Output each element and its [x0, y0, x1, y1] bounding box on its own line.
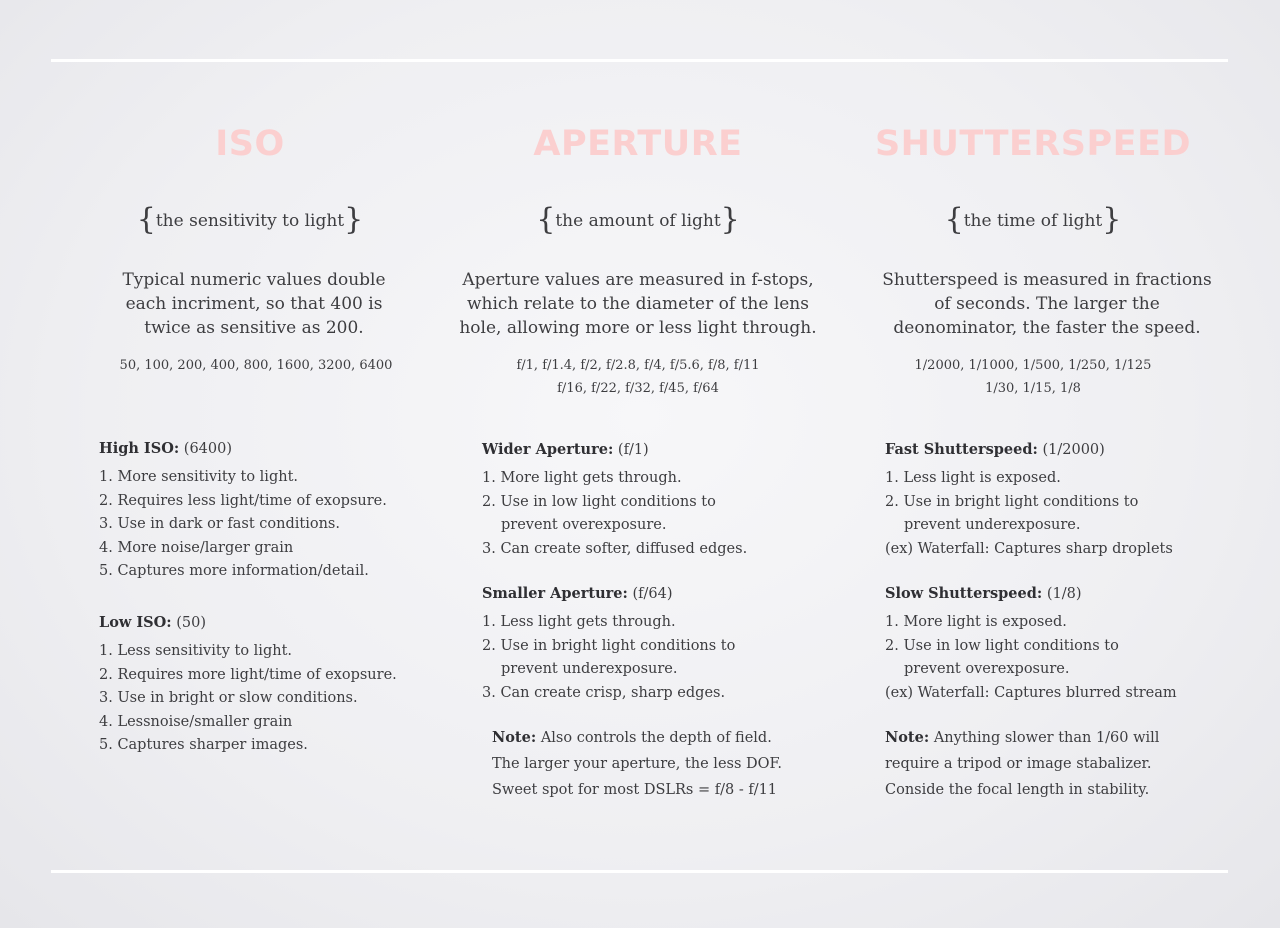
shutterspeed-values-line-2: 1/30, 1/15, 1/8 — [985, 381, 1081, 396]
iso-title: ISO — [215, 124, 285, 164]
list-item-continuation: prevent underexposure. — [904, 517, 1081, 533]
wider-aperture-value: (f/1) — [617, 442, 649, 458]
note-line — [885, 725, 1159, 751]
list-item — [885, 491, 1198, 538]
aperture-description: Aperture values are measured in f-stops, which relate to the diameter of the lens hole, allowing more or less light through. — [459, 270, 817, 338]
wider-aperture-heading — [482, 437, 818, 463]
note-line: Sweet spot for most DSLRs = f/8 - f/11 — [492, 782, 778, 798]
shutterspeed-values-line-1: 1/2000, 1/1000, 1/500, 1/250, 1/125 — [914, 358, 1152, 373]
low-iso-label: Low ISO: — [99, 614, 172, 631]
slow-shutterspeed-label: Slow Shutterspeed: — [885, 585, 1043, 602]
list-item-text: 2. Use in low light conditions to — [482, 493, 716, 510]
high-iso-section — [99, 436, 410, 584]
iso-column — [90, 0, 410, 928]
high-iso-heading — [99, 436, 410, 462]
list-item: 2. Requires less light/time of exopsure. — [99, 492, 387, 509]
smaller-aperture-section — [482, 581, 818, 705]
list-item-continuation: prevent underexposure. — [501, 661, 678, 677]
fast-shutterspeed-heading — [885, 437, 1198, 463]
list-item: 1. Less sensitivity to light. — [99, 643, 293, 659]
smaller-aperture-value: (f/64) — [632, 586, 673, 602]
slow-shutterspeed-value: (1/8) — [1046, 586, 1082, 602]
list-item: 5. Captures more information/detail. — [99, 563, 369, 579]
slow-shutterspeed-heading — [885, 581, 1198, 607]
low-iso-value: (50) — [176, 615, 207, 631]
open-brace: { — [536, 202, 556, 237]
low-iso-section — [99, 610, 410, 758]
note-line: Conside the focal length in stability. — [885, 782, 1150, 798]
aperture-values-line-1: f/1, f/1.4, f/2, f/2.8, f/4, f/5.6, f/8, f/11 — [516, 358, 760, 373]
note-line: The larger your aperture, the less DOF. — [492, 756, 782, 772]
list-item: 3. Use in dark or fast conditions. — [99, 516, 340, 532]
close-brace: } — [1102, 202, 1122, 237]
list-item: 3. Use in bright or slow conditions. — [99, 690, 358, 706]
iso-tagline — [90, 202, 410, 239]
iso-tagline-text: the sensitivity to light — [155, 211, 345, 231]
aperture-values — [458, 354, 818, 400]
note-text: Anything slower than 1/60 will — [933, 730, 1160, 746]
note-line: require a tripod or image stabalizer. — [885, 756, 1152, 772]
low-iso-heading — [99, 610, 410, 636]
aperture-note — [492, 725, 782, 803]
list-item: 4. More noise/larger grain — [99, 539, 294, 556]
list-item: 1. More light gets through. — [482, 470, 682, 486]
low-iso-list — [99, 640, 410, 758]
aperture-column — [458, 0, 818, 928]
list-item: 4. Lessnoise/smaller grain — [99, 713, 293, 730]
list-item-continuation: prevent overexposure. — [501, 517, 667, 533]
shutterspeed-title: SHUTTERSPEED — [874, 124, 1192, 164]
list-item: 1. Less light gets through. — [482, 614, 676, 630]
shutterspeed-tagline — [868, 202, 1198, 239]
aperture-title: APERTURE — [533, 124, 743, 164]
wider-aperture-list — [482, 467, 818, 561]
slow-shutterspeed-section — [885, 581, 1198, 705]
list-item — [885, 635, 1198, 682]
list-item: (ex) Waterfall: Captures blurred stream — [885, 684, 1177, 701]
iso-values — [102, 354, 410, 377]
fast-shutterspeed-list — [885, 467, 1198, 561]
slow-shutterspeed-list — [885, 611, 1198, 705]
close-brace: } — [720, 202, 740, 237]
high-iso-list — [99, 466, 410, 584]
list-item-text: 2. Use in bright light conditions to — [885, 493, 1139, 510]
shutterspeed-note — [885, 725, 1159, 803]
open-brace: { — [944, 202, 964, 237]
note-text: Also controls the depth of field. — [540, 730, 772, 746]
close-brace: } — [344, 202, 364, 237]
aperture-tagline — [458, 202, 818, 239]
note-label: Note: — [492, 729, 537, 746]
list-item — [482, 491, 818, 538]
shutterspeed-description: Shutterspeed is measured in fractions of seconds. The larger the deonominator, the faster the speed. — [882, 270, 1212, 338]
high-iso-value: (6400) — [183, 441, 233, 457]
list-item: 2. Requires more light/time of exopsure. — [99, 666, 397, 683]
list-item: 3. Can create crisp, sharp edges. — [482, 684, 726, 701]
fast-shutterspeed-value: (1/2000) — [1042, 442, 1105, 458]
iso-description: Typical numeric values double each incriment, so that 400 is twice as sensitive as 200. — [122, 270, 386, 338]
note-line — [492, 725, 782, 751]
fast-shutterspeed-section — [885, 437, 1198, 561]
list-item — [482, 635, 818, 682]
open-brace: { — [136, 202, 156, 237]
list-item: (ex) Waterfall: Captures sharp droplets — [885, 540, 1173, 557]
shutterspeed-values — [868, 354, 1198, 400]
high-iso-label: High ISO: — [99, 440, 180, 457]
wider-aperture-label: Wider Aperture: — [482, 441, 614, 458]
shutterspeed-column — [868, 0, 1212, 928]
aperture-values-line-2: f/16, f/22, f/32, f/45, f/64 — [557, 381, 719, 396]
smaller-aperture-list — [482, 611, 818, 705]
list-item: 3. Can create softer, diffused edges. — [482, 540, 748, 557]
aperture-tagline-text: the amount of light — [555, 211, 721, 231]
list-item-text: 2. Use in bright light conditions to — [482, 637, 736, 654]
list-item: 1. Less light is exposed. — [885, 470, 1061, 486]
smaller-aperture-label: Smaller Aperture: — [482, 585, 628, 602]
iso-values-line: 50, 100, 200, 400, 800, 1600, 3200, 6400 — [119, 358, 393, 373]
list-item: 1. More sensitivity to light. — [99, 469, 298, 485]
list-item-continuation: prevent overexposure. — [904, 661, 1070, 677]
list-item-text: 2. Use in low light conditions to — [885, 637, 1119, 654]
shutterspeed-tagline-text: the time of light — [963, 211, 1103, 231]
fast-shutterspeed-label: Fast Shutterspeed: — [885, 441, 1038, 458]
wider-aperture-section — [482, 437, 818, 561]
note-label: Note: — [885, 729, 930, 746]
list-item: 1. More light is exposed. — [885, 614, 1067, 630]
list-item: 5. Captures sharper images. — [99, 737, 308, 753]
smaller-aperture-heading — [482, 581, 818, 607]
